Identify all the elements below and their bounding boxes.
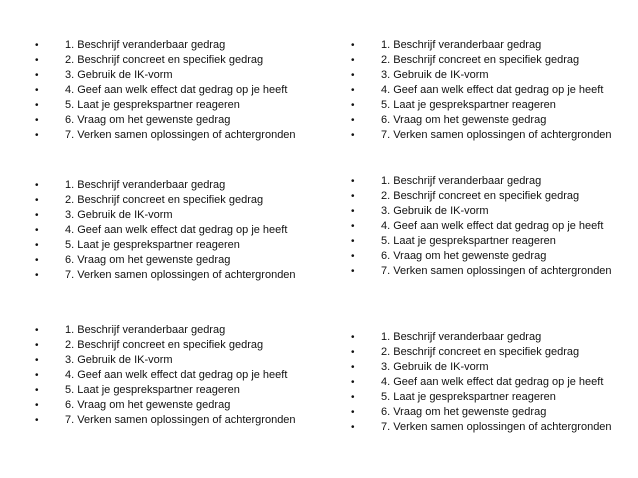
list-item-text: 1. Beschrijf veranderbaar gedrag	[65, 179, 226, 191]
list-item	[351, 38, 638, 53]
list-item-text: 7. Verken samen oplossingen of achtergronden	[65, 129, 296, 141]
list-item	[35, 353, 335, 368]
bullet-glyph: •	[351, 130, 355, 141]
list-item	[351, 219, 638, 234]
bullet-glyph: •	[35, 55, 39, 66]
list-item-text: 4. Geef aan welk effect dat gedrag op je heeft	[65, 84, 288, 96]
list-item-text: 6. Vraag om het gewenste gedrag	[65, 399, 231, 411]
list-item-text: 2. Beschrijf concreet en specifiek gedrag	[381, 54, 580, 66]
list-item-text: 3. Gebruik de IK-vorm	[381, 69, 489, 81]
bullet-list	[35, 323, 335, 428]
list-item-text: 3. Gebruik de IK-vorm	[381, 361, 489, 373]
list-item	[35, 98, 335, 113]
list-item-text: 6. Vraag om het gewenste gedrag	[65, 254, 231, 266]
bullet-glyph: •	[351, 206, 355, 217]
list-item-text: 3. Gebruik de IK-vorm	[65, 354, 173, 366]
bullet-glyph: •	[35, 240, 39, 251]
list-item	[35, 268, 335, 283]
bullet-glyph: •	[351, 221, 355, 232]
bullet-glyph: •	[35, 225, 39, 236]
bullet-glyph: •	[351, 115, 355, 126]
list-item-text: 6. Vraag om het gewenste gedrag	[65, 114, 231, 126]
list-item	[35, 128, 335, 143]
list-item-text: 5. Laat je gesprekspartner reageren	[65, 99, 240, 111]
list-item-text: 5. Laat je gesprekspartner reageren	[381, 99, 556, 111]
list-item-text: 7. Verken samen oplossingen of achtergronden	[65, 269, 296, 281]
list-item	[35, 208, 335, 223]
bullet-glyph: •	[35, 385, 39, 396]
list-item-text: 1. Beschrijf veranderbaar gedrag	[381, 331, 542, 343]
list-item-text: 7. Verken samen oplossingen of achtergronden	[381, 129, 612, 141]
bullet-glyph: •	[35, 195, 39, 206]
list-item-text: 6. Vraag om het gewenste gedrag	[381, 114, 547, 126]
bullet-glyph: •	[35, 115, 39, 126]
list-item	[35, 383, 335, 398]
bullet-glyph: •	[351, 236, 355, 247]
bullet-glyph: •	[35, 70, 39, 81]
bullet-glyph: •	[35, 270, 39, 281]
list-item-text: 4. Geef aan welk effect dat gedrag op je heeft	[381, 84, 604, 96]
list-item	[351, 83, 638, 98]
list-item-text: 5. Laat je gesprekspartner reageren	[381, 391, 556, 403]
list-item-text: 1. Beschrijf veranderbaar gedrag	[65, 324, 226, 336]
bullet-glyph: •	[35, 400, 39, 411]
list-item-text: 2. Beschrijf concreet en specifiek gedrag	[65, 339, 264, 351]
list-item-text: 5. Laat je gesprekspartner reageren	[381, 235, 556, 247]
list-item	[35, 398, 335, 413]
list-item	[351, 53, 638, 68]
list-item-text: 5. Laat je gesprekspartner reageren	[65, 239, 240, 251]
bullet-glyph: •	[351, 100, 355, 111]
list-item	[351, 204, 638, 219]
bullet-glyph: •	[35, 255, 39, 266]
bullet-glyph: •	[351, 176, 355, 187]
list-item	[351, 189, 638, 204]
bullet-glyph: •	[351, 191, 355, 202]
bullet-glyph: •	[351, 55, 355, 66]
list-item	[351, 249, 638, 264]
list-item-text: 3. Gebruik de IK-vorm	[65, 69, 173, 81]
list-item	[351, 345, 638, 360]
list-item	[351, 174, 638, 189]
list-item-text: 2. Beschrijf concreet en specifiek gedrag	[381, 346, 580, 358]
list-item-text: 4. Geef aan welk effect dat gedrag op je heeft	[65, 369, 288, 381]
list-item	[351, 234, 638, 249]
list-item	[351, 113, 638, 128]
bullet-list	[35, 178, 335, 283]
bullet-glyph: •	[351, 40, 355, 51]
list-item	[351, 420, 638, 435]
list-item-text: 4. Geef aan welk effect dat gedrag op je heeft	[65, 224, 288, 236]
bullet-glyph: •	[351, 70, 355, 81]
bullet-glyph: •	[35, 325, 39, 336]
bullet-glyph: •	[351, 251, 355, 262]
list-item-text: 7. Verken samen oplossingen of achtergronden	[65, 414, 296, 426]
bullet-glyph: •	[35, 85, 39, 96]
bullet-list	[351, 174, 638, 279]
bullet-glyph: •	[35, 40, 39, 51]
bullet-glyph: •	[35, 130, 39, 141]
bullet-list	[351, 330, 638, 435]
list-item	[351, 405, 638, 420]
list-item	[351, 360, 638, 375]
list-item-text: 3. Gebruik de IK-vorm	[65, 209, 173, 221]
list-item	[351, 375, 638, 390]
bullet-glyph: •	[351, 422, 355, 433]
list-item	[351, 390, 638, 405]
list-item	[351, 98, 638, 113]
bullet-glyph: •	[351, 362, 355, 373]
bullet-glyph: •	[35, 355, 39, 366]
list-item	[35, 83, 335, 98]
list-item	[351, 68, 638, 83]
list-item	[35, 338, 335, 353]
bullet-glyph: •	[351, 332, 355, 343]
list-item-text: 7. Verken samen oplossingen of achtergronden	[381, 265, 612, 277]
list-item	[351, 264, 638, 279]
list-item	[35, 68, 335, 83]
bullet-glyph: •	[351, 407, 355, 418]
list-item-text: 2. Beschrijf concreet en specifiek gedrag	[65, 194, 264, 206]
list-item	[35, 113, 335, 128]
list-item-text: 6. Vraag om het gewenste gedrag	[381, 406, 547, 418]
list-item-text: 5. Laat je gesprekspartner reageren	[65, 384, 240, 396]
list-item-text: 4. Geef aan welk effect dat gedrag op je heeft	[381, 220, 604, 232]
list-item-text: 7. Verken samen oplossingen of achtergronden	[381, 421, 612, 433]
list-item-text: 1. Beschrijf veranderbaar gedrag	[381, 175, 542, 187]
list-item	[351, 330, 638, 345]
bullet-glyph: •	[35, 210, 39, 221]
list-item-text: 1. Beschrijf veranderbaar gedrag	[381, 39, 542, 51]
list-item	[35, 223, 335, 238]
list-item	[35, 193, 335, 208]
bullet-glyph: •	[35, 180, 39, 191]
list-item-text: 4. Geef aan welk effect dat gedrag op je heeft	[381, 376, 604, 388]
list-item	[35, 253, 335, 268]
list-item	[35, 38, 335, 53]
bullet-glyph: •	[351, 85, 355, 96]
list-item	[35, 178, 335, 193]
list-item	[35, 53, 335, 68]
list-item-text: 2. Beschrijf concreet en specifiek gedrag	[65, 54, 264, 66]
list-item	[35, 238, 335, 253]
bullet-glyph: •	[35, 370, 39, 381]
list-item	[35, 368, 335, 383]
list-item-text: 2. Beschrijf concreet en specifiek gedrag	[381, 190, 580, 202]
bullet-list	[351, 38, 638, 143]
list-item-text: 3. Gebruik de IK-vorm	[381, 205, 489, 217]
list-item	[35, 323, 335, 338]
bullet-glyph: •	[35, 415, 39, 426]
list-item	[35, 413, 335, 428]
bullet-glyph: •	[35, 340, 39, 351]
bullet-list	[35, 38, 335, 143]
bullet-glyph: •	[351, 377, 355, 388]
bullet-glyph: •	[35, 100, 39, 111]
list-item-text: 1. Beschrijf veranderbaar gedrag	[65, 39, 226, 51]
list-item	[351, 128, 638, 143]
bullet-glyph: •	[351, 347, 355, 358]
bullet-glyph: •	[351, 392, 355, 403]
list-item-text: 6. Vraag om het gewenste gedrag	[381, 250, 547, 262]
bullet-glyph: •	[351, 266, 355, 277]
